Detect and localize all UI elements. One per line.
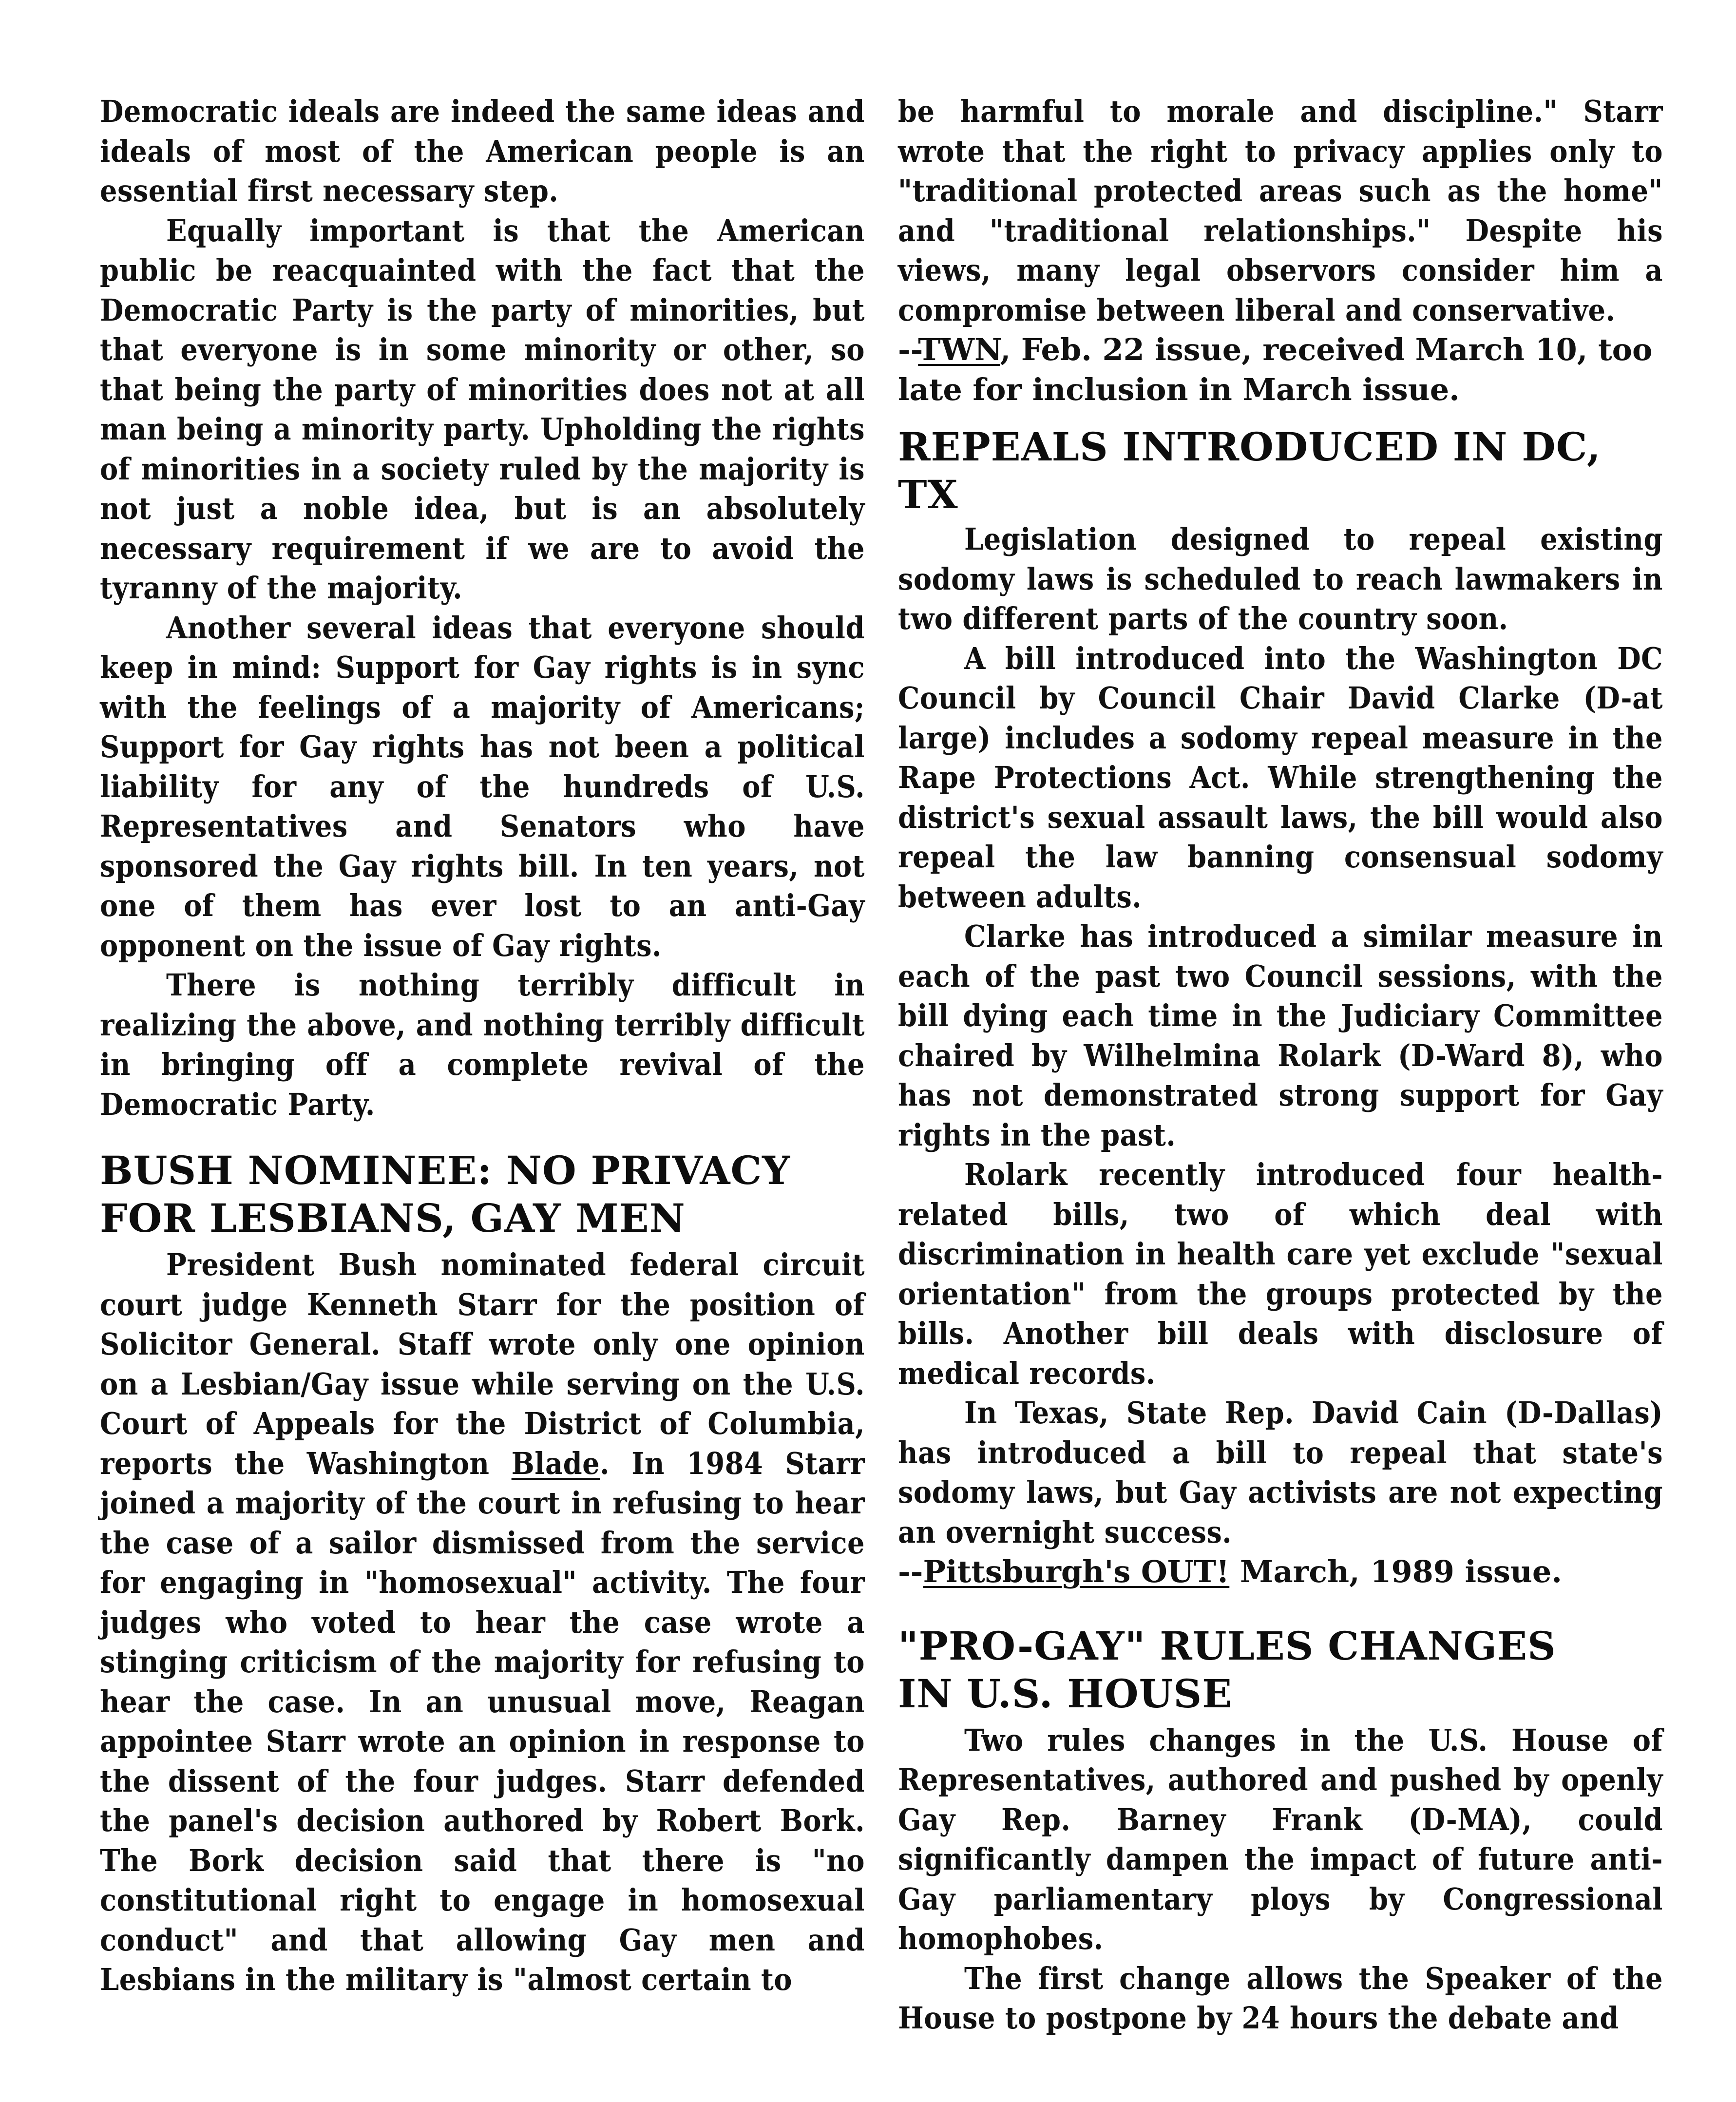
- bush-article-headline: [100, 1147, 865, 1242]
- bush-article-continued: be harmful to morale and discipline." Starr wrote that the right to privacy applies only to "traditional protected areas such as the home" and "traditional relationships." Despite his views, many legal observors consider him a compromise between liberal and conservative.: [898, 94, 1663, 328]
- intro-paragraph: There is nothing terribly difficult in realizing the above, and nothing terribly difficult in bringing off a complete revival of the Democratic Party.: [100, 967, 865, 1122]
- credit-prefix: --: [898, 1554, 923, 1589]
- headline-line: IN U.S. HOUSE: [898, 1670, 1233, 1717]
- headline-line: BUSH NOMINEE: NO PRIVACY: [100, 1147, 791, 1193]
- source-credit-twn: [898, 330, 1663, 409]
- repeals-article-headline: REPEALS INTRODUCED IN DC, TX: [898, 424, 1601, 517]
- headline-line: FOR LESBIANS, GAY MEN: [100, 1195, 686, 1241]
- credit-text: March, 1989 issue.: [1229, 1554, 1562, 1589]
- publication-name-out: Pittsburgh's OUT!: [923, 1554, 1230, 1589]
- body-text: President Bush nominated federal circuit court judge Kenneth Starr for the position of Solicitor General. Staff wrote only one opinion on a Lesbian/Gay issue while serving on the U.S. Court of Appeals for the District of Columbia, reports the Washington: [100, 1247, 865, 1481]
- source-credit-out: [898, 1552, 1663, 1592]
- progay-article-paragraph: Two rules changes in the U.S. House of Representatives, authored and pushed by openly Gay Rep. Barney Frank (D-MA), could significantly dampen the impact of future anti-Gay parliamentary ploys by Congressional homophobes.: [898, 1722, 1663, 1956]
- progay-article-headline: [898, 1622, 1663, 1718]
- bush-article-paragraph: [100, 1245, 865, 2000]
- repeals-article-paragraph: Rolark recently introduced four health-related bills, two of which deal with discrimination in health care yet exclude "sexual orientation" from the groups protected by the bills. Another bill deals with disclosure of medical records.: [898, 1157, 1663, 1391]
- intro-paragraph: Equally important is that the American public be reacquainted with the fact that the Democratic Party is the party of minorities, but that everyone is in some minority or other, so that being the party of minorities does not at all man being a minority party. Upholding the rights of minorities in a society ruled by the majority is not just a noble idea, but is an absolutely necessary requirement if we are to avoid the tyranny of the majority.: [100, 212, 865, 606]
- right-column: [898, 92, 1663, 2038]
- left-column: [100, 92, 865, 2000]
- credit-prefix: --: [898, 332, 918, 367]
- publication-name-blade: Blade: [511, 1445, 600, 1481]
- body-text: . In 1984 Starr joined a majority of the court in refusing to hear the case of a sailor dismissed from the service for engaging in "homosexual" activity. The four judges who voted to hear the case wrote a stinging criticism of the majority for refusing to hear the case. In an unusual move, Reagan appointee Starr wrote an opinion in response to the dissent of the four judges. Starr defended the panel's decision authored by Robert Bork. The Bork decision said that there is "no constitutional right to engage in homosexual conduct" and that allowing Gay men and Lesbians in the military is "almost certain to: [100, 1445, 865, 1997]
- repeals-article-paragraph: A bill introduced into the Washington DC Council by Council Chair David Clarke (D-at large) includes a sodomy repeal measure in the Rape Protections Act. While strengthening the district's sexual assault laws, the bill would also repeal the law banning consensual sodomy between adults.: [898, 640, 1663, 915]
- progay-article-paragraph: The first change allows the Speaker of the House to postpone by 24 hours the debate and: [898, 1960, 1663, 2036]
- repeals-article-paragraph: Clarke has introduced a similar measure in each of the past two Council sessions, with the bill dying each time in the Judiciary Committee chaired by Wilhelmina Rolark (D-Ward 8), who has not demonstrated strong support for Gay rights in the past.: [898, 918, 1663, 1153]
- headline-line: "PRO-GAY" RULES CHANGES: [898, 1623, 1556, 1669]
- publication-name-twn: TWN: [918, 332, 1000, 367]
- repeals-article-paragraph: Legislation designed to repeal existing sodomy laws is scheduled to reach lawmakers in two different parts of the country soon.: [898, 521, 1663, 636]
- intro-paragraph: Democratic ideals are indeed the same ideas and ideals of most of the American people is an essential first necessary step.: [100, 94, 865, 209]
- intro-paragraph: Another several ideas that everyone should keep in mind: Support for Gay rights is in sync with the feelings of a majority of Americans; Support for Gay rights has not been a political liability for any of the hundreds of U.S. Representatives and Senators who have sponsored the Gay rights bill. In ten years, not one of them has ever lost to an anti-Gay opponent on the issue of Gay rights.: [100, 610, 865, 963]
- credit-text: , Feb. 22 issue, received March 10, too late for inclusion in March issue.: [898, 332, 1653, 407]
- repeals-article-paragraph: In Texas, State Rep. David Cain (D-Dallas) has introduced a bill to repeal that state's sodomy laws, but Gay activists are not expecting an overnight success.: [898, 1395, 1663, 1550]
